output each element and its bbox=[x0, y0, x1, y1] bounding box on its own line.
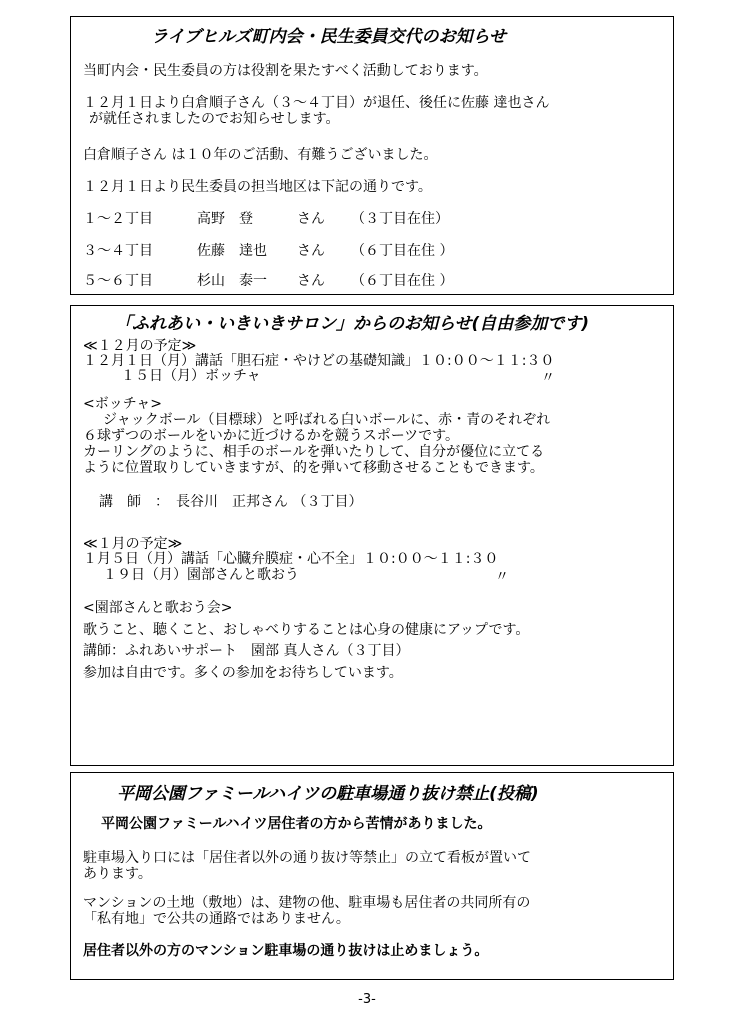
section3-paragraph-2-line-2: あります。 bbox=[83, 866, 152, 882]
section3-paragraph-2-line-1: 駐車場入り口には「居住者以外の通り抜け等禁止」の立て看板が置いて bbox=[83, 850, 531, 866]
boccia-description-line-4: ように位置取りしていきますが、的を弾いて移動させることもできます。 bbox=[83, 460, 544, 476]
section1-paragraph-2-line-2: が就任されましたのでお知らせします。 bbox=[89, 111, 340, 127]
boccia-description-line-3: カーリングのように、相手のボールを弾いたりして、自分が優位に立てる bbox=[83, 444, 545, 460]
january-schedule-line-2: １９日（月）園部さんと歌おう bbox=[103, 567, 299, 583]
district-member-name: 高野 登 bbox=[197, 211, 253, 227]
section1-title: ライブヒルズ町内会・民生委員交代のお知らせ bbox=[151, 27, 506, 47]
december-schedule-line-1: １２月１日（月）講話「胆石症・やけどの基礎知識」１０:００～１１:３０ bbox=[83, 353, 555, 369]
district-area: ５～６丁目 bbox=[83, 273, 153, 289]
section3-paragraph-3-line-2: 「私有地」で公共の通路ではありません。 bbox=[83, 911, 350, 927]
district-honorific: さん bbox=[297, 243, 325, 259]
section3-paragraph-4: 居住者以外の方のマンション駐車場の通り抜けは止めましょう。 bbox=[83, 943, 489, 959]
district-member-name: 佐藤 達也 bbox=[197, 243, 267, 259]
december-schedule-line-2: １５日（月）ボッチャ bbox=[121, 368, 261, 384]
page-number: -3- bbox=[358, 992, 376, 1007]
january-schedule-heading: ≪１月の予定≫ bbox=[83, 536, 183, 552]
ditto-mark: 〃 bbox=[541, 370, 555, 386]
district-member-name: 杉山 泰一 bbox=[197, 273, 267, 289]
december-schedule-heading: ≪１２月の予定≫ bbox=[83, 338, 197, 354]
district-residence: （３丁目在住） bbox=[351, 211, 449, 227]
singing-line-2: 講師：ふれあいサポート 園部 真人さん（３丁目） bbox=[83, 643, 410, 659]
section2-title: 「ふれあい・いきいきサロン」からのお知らせ(自由参加です) bbox=[115, 314, 590, 334]
district-honorific: さん bbox=[297, 211, 325, 227]
notice-box-parking bbox=[70, 772, 674, 980]
section3-paragraph-3-line-1: マンションの土地（敷地）は、建物の他、駐車場も居住者の共同所有の bbox=[83, 895, 531, 911]
district-residence: （６丁目在住 ） bbox=[351, 273, 454, 289]
singing-line-3: 参加は自由です。多くの参加をお待ちしています。 bbox=[83, 665, 403, 681]
boccia-heading: <ボッチャ> bbox=[83, 396, 163, 412]
ditto-mark: 〃 bbox=[495, 569, 509, 585]
boccia-description-line-1: ジャックボール（目標球）と呼ばれる白いボールに、赤・青のそれぞれ bbox=[103, 412, 551, 428]
section1-paragraph-1: 当町内会・民生委員の方は役割を果たすべく活動しております。 bbox=[83, 63, 488, 79]
district-residence: （６丁目在住 ） bbox=[351, 243, 454, 259]
january-schedule-line-1: １月５日（月）講話「心臓弁膜症・心不全」１０:００～１１:３０ bbox=[83, 551, 499, 567]
district-area: １～２丁目 bbox=[83, 211, 153, 227]
singing-heading: <園部さんと歌おう会> bbox=[83, 600, 233, 616]
section1-paragraph-3: 白倉順子さん は１０年のご活動、有難うございました。 bbox=[83, 147, 438, 163]
notice-box-salon bbox=[70, 305, 674, 766]
district-honorific: さん bbox=[297, 273, 325, 289]
section1-paragraph-2-line-1: １２月１日より白倉順子さん（３～４丁目）が退任、後任に佐藤 達也さん bbox=[83, 95, 550, 111]
lecturer-line: 講 師 ： 長谷川 正邦さん （３丁目） bbox=[99, 494, 363, 510]
section3-paragraph-1: 平岡公園ファミールハイツ居住者の方から苦情がありました。 bbox=[101, 816, 492, 832]
singing-line-1: 歌うこと、聴くこと、おしゃべりすることは心身の健康にアップです。 bbox=[83, 622, 530, 638]
section3-title: 平岡公園ファミールハイツの駐車場通り抜け禁止(投稿) bbox=[117, 784, 539, 804]
boccia-description-line-2: ６球ずつのボールをいかに近づけるかを競うスポーツです。 bbox=[83, 428, 460, 444]
district-area: ３～４丁目 bbox=[83, 243, 153, 259]
notice-box-resident-committee bbox=[70, 16, 674, 295]
section1-paragraph-4: １２月１日より民生委員の担当地区は下記の通りです。 bbox=[83, 179, 432, 195]
